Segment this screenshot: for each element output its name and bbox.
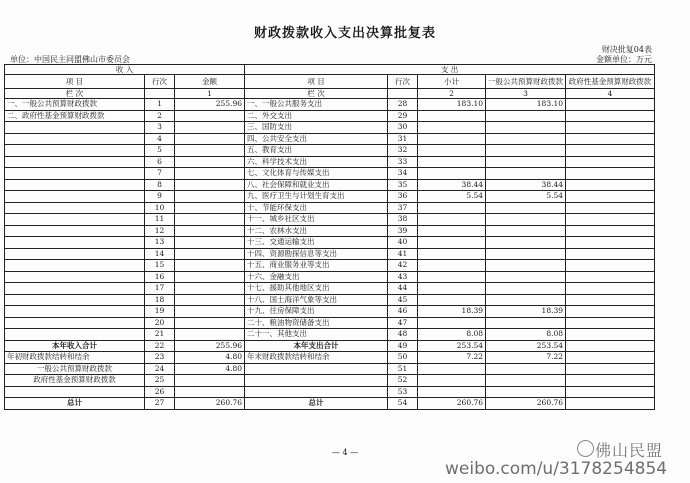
expense-general: 253.54 [486, 340, 566, 352]
income-row-number: 24 [145, 363, 175, 375]
income-row-number: 18 [145, 294, 175, 306]
expense-general [486, 375, 566, 387]
expense-general [486, 294, 566, 306]
expense-row-number: 39 [388, 225, 418, 237]
expense-row-number: 30 [388, 122, 418, 134]
expense-general [486, 248, 566, 260]
income-row-number: 11 [145, 214, 175, 226]
expense-row-number: 35 [388, 179, 418, 191]
col-header-fund: 政府性基金预算财政拨款 [566, 75, 655, 89]
income-amount [175, 375, 245, 387]
expense-item: 二十一、其他支出 [245, 329, 388, 341]
table-row [5, 317, 655, 329]
expense-row-number: 34 [388, 168, 418, 180]
expense-subtotal: 5.54 [418, 191, 486, 203]
lanci-num-2: 2 [418, 89, 486, 99]
income-amount [175, 329, 245, 341]
income-item [5, 248, 145, 260]
income-row-number: 19 [145, 306, 175, 318]
income-row-number: 14 [145, 248, 175, 260]
income-amount [175, 306, 245, 318]
expense-fund [566, 237, 655, 249]
expense-subtotal [418, 260, 486, 272]
income-amount [175, 283, 245, 295]
income-item [5, 260, 145, 272]
expense-general: 18.39 [486, 306, 566, 318]
expense-item: 六、科学技术支出 [245, 156, 388, 168]
income-row-number: 20 [145, 317, 175, 329]
income-item [5, 133, 145, 145]
expense-fund [566, 352, 655, 364]
expense-item [245, 363, 388, 375]
expense-fund [566, 283, 655, 295]
col-header-expense-item: 项 目 [245, 75, 388, 89]
expense-fund [566, 271, 655, 283]
expense-row-number: 33 [388, 156, 418, 168]
expense-row-number: 28 [388, 99, 418, 111]
expense-subtotal: 38.44 [418, 179, 486, 191]
income-item [5, 156, 145, 168]
income-row-number: 16 [145, 271, 175, 283]
expense-item: 九、医疗卫生与计划生育支出 [245, 191, 388, 203]
income-item: 一、一般公共预算财政拨款 [5, 99, 145, 111]
income-amount [175, 191, 245, 203]
expense-fund [566, 133, 655, 145]
income-row-number: 22 [145, 340, 175, 352]
income-amount [175, 179, 245, 191]
income-row-number: 4 [145, 133, 175, 145]
expense-subtotal [418, 145, 486, 157]
col-header-subtotal: 小计 [418, 75, 486, 89]
income-amount [175, 237, 245, 249]
expense-fund [566, 145, 655, 157]
expense-row-number: 32 [388, 145, 418, 157]
table-row [5, 99, 655, 111]
expense-row-number: 43 [388, 271, 418, 283]
table-row [5, 179, 655, 191]
income-row-number: 10 [145, 202, 175, 214]
expense-fund [566, 363, 655, 375]
income-row-number: 26 [145, 386, 175, 398]
expense-row-number: 42 [388, 260, 418, 272]
table-row [5, 133, 655, 145]
income-amount [175, 202, 245, 214]
expense-row-number: 38 [388, 214, 418, 226]
expense-row-number: 37 [388, 202, 418, 214]
expense-general: 5.54 [486, 191, 566, 203]
income-item [5, 294, 145, 306]
expense-fund [566, 294, 655, 306]
table-row [5, 352, 655, 364]
income-item [5, 283, 145, 295]
expense-row-number: 36 [388, 191, 418, 203]
income-item [5, 168, 145, 180]
table-row [5, 191, 655, 203]
header-row-lanci [5, 89, 655, 99]
expense-item: 总计 [245, 398, 388, 410]
expense-row-number: 41 [388, 248, 418, 260]
expense-subtotal: 7.22 [418, 352, 486, 364]
income-item: 二、政府性基金预算财政拨款 [5, 110, 145, 122]
income-item: 年初财政拨款结转和结余 [5, 352, 145, 364]
table-row [5, 202, 655, 214]
table-row [5, 386, 655, 398]
expense-item: 一、一般公共服务支出 [245, 99, 388, 111]
table-row [5, 375, 655, 387]
income-item [5, 225, 145, 237]
income-amount [175, 225, 245, 237]
expense-general: 38.44 [486, 179, 566, 191]
expense-subtotal [418, 122, 486, 134]
income-item [5, 237, 145, 249]
income-item [5, 191, 145, 203]
expense-general [486, 317, 566, 329]
unit-label: 单位：中国民主同盟佛山市委员会 [10, 55, 130, 64]
expense-item: 十二、农林水支出 [245, 225, 388, 237]
income-item: 本年收入合计 [5, 340, 145, 352]
expense-fund [566, 340, 655, 352]
income-row-number: 21 [145, 329, 175, 341]
income-item [5, 386, 145, 398]
expense-fund [566, 168, 655, 180]
expense-item: 八、社会保障和就业支出 [245, 179, 388, 191]
expense-subtotal [418, 317, 486, 329]
expense-item: 年末财政拨款结转和结余 [245, 352, 388, 364]
document-code: 财决批复04表 [601, 45, 652, 54]
expense-row-number: 44 [388, 283, 418, 295]
income-section-header: 收 入 [5, 65, 245, 75]
table-row [5, 271, 655, 283]
income-item: 政府性基金预算财政拨款 [5, 375, 145, 387]
expense-fund [566, 260, 655, 272]
expense-row-number: 51 [388, 363, 418, 375]
expense-item: 十九、住房保障支出 [245, 306, 388, 318]
expense-general [486, 225, 566, 237]
expense-row-number: 50 [388, 352, 418, 364]
table-row [5, 122, 655, 134]
expense-fund [566, 317, 655, 329]
document-title: 财政拨款收入支出决算批复表 [253, 26, 436, 41]
col-header-general: 一般公共预算财政拨款 [486, 75, 566, 89]
income-row-number: 12 [145, 225, 175, 237]
expense-row-number: 46 [388, 306, 418, 318]
table-row [5, 214, 655, 226]
table-row [5, 340, 655, 352]
table-row [5, 306, 655, 318]
expense-subtotal [418, 202, 486, 214]
expense-subtotal [418, 294, 486, 306]
income-item [5, 202, 145, 214]
expense-general: 7.22 [486, 352, 566, 364]
expense-general [486, 168, 566, 180]
income-row-number: 3 [145, 122, 175, 134]
income-item [5, 317, 145, 329]
expense-subtotal [418, 375, 486, 387]
table-row [5, 145, 655, 157]
budget-table [4, 64, 655, 410]
table-row [5, 156, 655, 168]
expense-subtotal: 183.10 [418, 99, 486, 111]
table-row [5, 283, 655, 295]
lanci-num-4: 4 [566, 89, 655, 99]
lanci-label-right: 栏 次 [245, 89, 388, 99]
col-header-income-item: 项 目 [5, 75, 145, 89]
income-row-number: 15 [145, 260, 175, 272]
income-amount [175, 156, 245, 168]
expense-item: 四、公共安全支出 [245, 133, 388, 145]
expense-subtotal [418, 248, 486, 260]
income-amount: 255.96 [175, 99, 245, 111]
income-amount: 255.96 [175, 340, 245, 352]
income-item [5, 179, 145, 191]
expense-item: 十七、援助其他地区支出 [245, 283, 388, 295]
expense-row-number: 29 [388, 110, 418, 122]
expense-general [486, 145, 566, 157]
expense-fund [566, 156, 655, 168]
expense-fund [566, 179, 655, 191]
amount-unit: 金额单位：万元 [596, 55, 652, 64]
expense-fund [566, 214, 655, 226]
income-item: 一般公共预算财政拨款 [5, 363, 145, 375]
income-row-number: 1 [145, 99, 175, 111]
expense-item: 十八、国土海洋气象等支出 [245, 294, 388, 306]
expense-subtotal: 18.39 [418, 306, 486, 318]
expense-row-number: 49 [388, 340, 418, 352]
expense-fund [566, 329, 655, 341]
expense-row-number: 52 [388, 375, 418, 387]
income-row-number: 17 [145, 283, 175, 295]
table-row [5, 168, 655, 180]
expense-subtotal: 8.08 [418, 329, 486, 341]
page-number: — 4 — [331, 448, 359, 457]
income-amount: 260.76 [175, 398, 245, 410]
expense-item [245, 386, 388, 398]
table-row [5, 260, 655, 272]
expense-item: 十六、金融支出 [245, 271, 388, 283]
expense-row-number: 45 [388, 294, 418, 306]
income-amount: 4.80 [175, 363, 245, 375]
expense-general [486, 260, 566, 272]
expense-item: 十一、城乡社区支出 [245, 214, 388, 226]
income-amount [175, 133, 245, 145]
expense-subtotal [418, 386, 486, 398]
table-row [5, 294, 655, 306]
header-row-sections [5, 65, 655, 75]
table-row [5, 248, 655, 260]
income-amount [175, 122, 245, 134]
expense-general [486, 363, 566, 375]
expense-row-number: 54 [388, 398, 418, 410]
expense-item: 二十、粮油物资储备支出 [245, 317, 388, 329]
expense-subtotal [418, 225, 486, 237]
expense-item [245, 375, 388, 387]
col-header-amount: 金额 [175, 75, 245, 89]
income-row-number: 25 [145, 375, 175, 387]
expense-item: 三、国防支出 [245, 122, 388, 134]
income-row-number: 23 [145, 352, 175, 364]
expense-subtotal [418, 214, 486, 226]
income-amount [175, 110, 245, 122]
lanci-num-3: 3 [486, 89, 566, 99]
expense-section-header: 支 出 [245, 65, 655, 75]
income-item [5, 271, 145, 283]
expense-row-number: 31 [388, 133, 418, 145]
expense-general: 8.08 [486, 329, 566, 341]
expense-row-number: 53 [388, 386, 418, 398]
table-row [5, 237, 655, 249]
expense-subtotal [418, 110, 486, 122]
expense-subtotal [418, 156, 486, 168]
expense-fund [566, 122, 655, 134]
expense-item: 十四、资源勘探信息等支出 [245, 248, 388, 260]
expense-row-number: 40 [388, 237, 418, 249]
expense-item: 十三、交通运输支出 [245, 237, 388, 249]
expense-subtotal [418, 237, 486, 249]
income-amount [175, 386, 245, 398]
expense-subtotal: 260.76 [418, 398, 486, 410]
income-amount [175, 214, 245, 226]
col-header-expense-row: 行次 [388, 75, 418, 89]
table-row [5, 363, 655, 375]
expense-fund [566, 110, 655, 122]
income-amount [175, 294, 245, 306]
expense-general [486, 283, 566, 295]
income-row-number: 6 [145, 156, 175, 168]
income-item [5, 145, 145, 157]
table-row [5, 110, 655, 122]
expense-general [486, 110, 566, 122]
expense-fund [566, 202, 655, 214]
income-amount [175, 145, 245, 157]
income-amount [175, 260, 245, 272]
income-row-number: 5 [145, 145, 175, 157]
expense-general [486, 202, 566, 214]
income-item [5, 122, 145, 134]
expense-general: 183.10 [486, 99, 566, 111]
expense-fund [566, 306, 655, 318]
expense-subtotal [418, 133, 486, 145]
table-row [5, 225, 655, 237]
expense-item: 十五、商业服务业等支出 [245, 260, 388, 272]
income-amount [175, 317, 245, 329]
expense-general [486, 133, 566, 145]
income-item [5, 214, 145, 226]
expense-subtotal [418, 271, 486, 283]
income-item [5, 329, 145, 341]
table-row [5, 398, 655, 410]
weibo-logo-icon [577, 440, 594, 457]
col-header-income-row: 行次 [145, 75, 175, 89]
income-row-number: 8 [145, 179, 175, 191]
expense-subtotal [418, 168, 486, 180]
expense-item: 七、文化体育与传媒支出 [245, 168, 388, 180]
expense-item: 五、教育支出 [245, 145, 388, 157]
expense-item: 十、节能环保支出 [245, 202, 388, 214]
income-row-number: 9 [145, 191, 175, 203]
income-amount [175, 248, 245, 260]
income-row-number: 27 [145, 398, 175, 410]
expense-fund [566, 398, 655, 410]
expense-fund [566, 99, 655, 111]
table-row [5, 329, 655, 341]
income-row-number: 2 [145, 110, 175, 122]
expense-fund [566, 191, 655, 203]
expense-fund [566, 225, 655, 237]
expense-general [486, 122, 566, 134]
expense-subtotal [418, 363, 486, 375]
income-item: 总计 [5, 398, 145, 410]
expense-item: 二、外交支出 [245, 110, 388, 122]
income-item [5, 306, 145, 318]
expense-fund [566, 248, 655, 260]
watermark-logo-text: 佛山民盟 [595, 441, 664, 460]
watermark-url: weibo.com/u/3178254854 [445, 459, 668, 479]
income-amount [175, 168, 245, 180]
expense-general [486, 237, 566, 249]
expense-general [486, 271, 566, 283]
expense-general [486, 156, 566, 168]
expense-subtotal [418, 283, 486, 295]
income-amount: 4.80 [175, 352, 245, 364]
expense-row-number: 48 [388, 329, 418, 341]
expense-fund [566, 375, 655, 387]
expense-general [486, 386, 566, 398]
lanci-label-left: 栏 次 [5, 89, 145, 99]
expense-row-number: 47 [388, 317, 418, 329]
expense-general [486, 214, 566, 226]
expense-item: 本年支出合计 [245, 340, 388, 352]
income-row-number: 13 [145, 237, 175, 249]
expense-subtotal: 253.54 [418, 340, 486, 352]
lanci-num-1: 1 [175, 89, 245, 99]
income-amount [175, 271, 245, 283]
income-row-number: 7 [145, 168, 175, 180]
expense-general: 260.76 [486, 398, 566, 410]
expense-fund [566, 386, 655, 398]
